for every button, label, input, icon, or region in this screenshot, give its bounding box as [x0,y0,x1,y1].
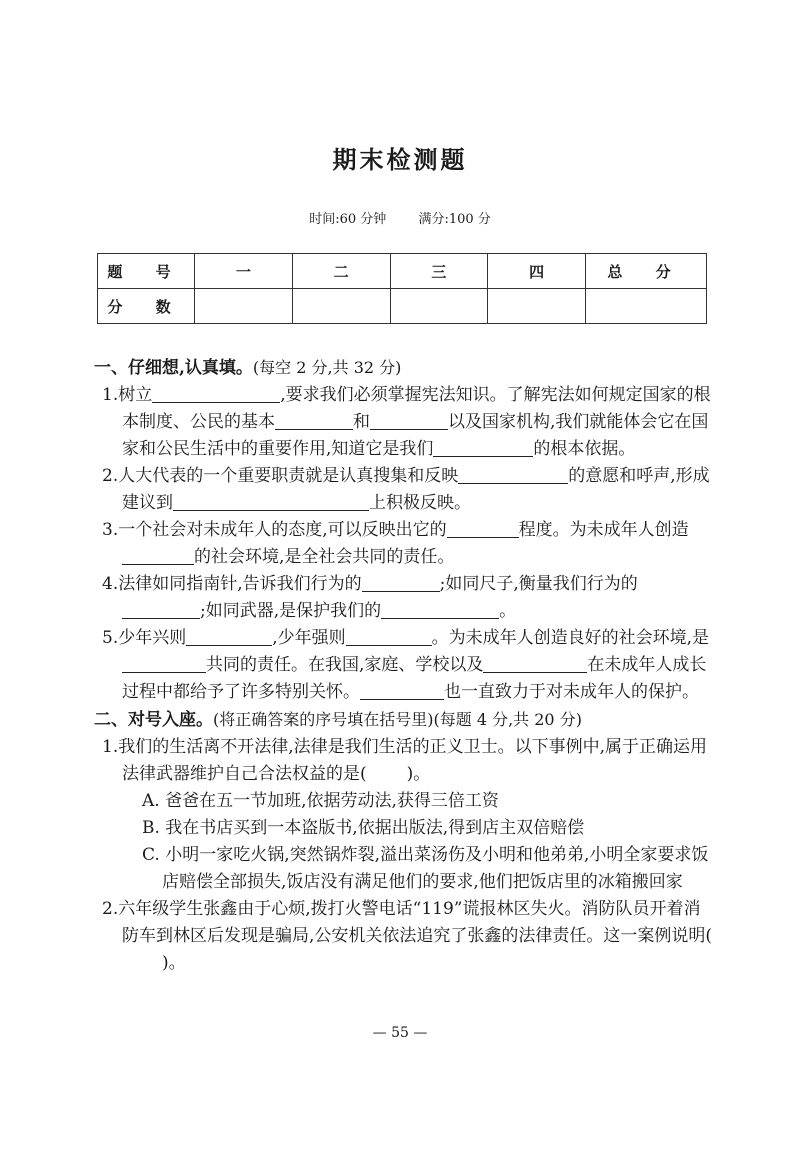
question-number: 1. [102,385,119,405]
score-cell-4[interactable] [488,289,586,324]
question-text: 的根本依据。 [533,439,636,459]
answer-blank[interactable] [483,654,587,673]
page-number: — 55 — [372,1025,428,1041]
section-1-note: (每空 2 分,共 32 分) [252,358,402,377]
answer-blank[interactable] [360,681,444,700]
question-text: 。 [499,601,517,621]
score-cell-total[interactable] [586,289,707,324]
score-cell-2[interactable] [292,289,390,324]
answer-blank[interactable] [447,519,519,538]
section-2-note: (将正确答案的序号填在括号里)(每题 4 分,共 20 分) [213,710,582,729]
question-text: 以及国家机构,我们就能体会它在国家和公民生活中的重要作用,知道它是我们 [122,412,709,459]
score-table-score-row [98,289,707,324]
question-text: 也一直致力于对未成年人的保护。 [444,682,699,702]
option-a[interactable]: A. 爸爸在五一节加班,依据劳动法,获得三倍工资 [142,791,499,811]
time-limit: 时间:60 分钟 [309,212,387,227]
question-text: 树立 [118,385,153,405]
page-title: 期末检测题 [332,145,468,174]
section-2-heading [94,706,714,734]
question-number: 2. [102,899,119,919]
question-text: 上积极反映。 [369,493,471,513]
question-text: ;如同尺子,衡量我们行为的 [439,574,638,594]
header-cell-total: 总 分 [586,254,707,289]
answer-blank[interactable] [186,627,272,646]
question-text: 法律如同指南针,告诉我们行为的 [118,574,362,594]
header-cell-1: 一 [195,254,293,289]
question-1-5 [94,625,714,706]
question-text: 在未成年人成长过程中都给予了许多特别关怀。 [122,655,707,702]
question-text: 少年兴则 [118,628,187,648]
question-text: ;如同武器,是保护我们的 [200,601,382,621]
answer-blank[interactable] [122,654,206,673]
answer-blank[interactable] [122,546,194,565]
exam-meta [0,208,800,227]
question-number: 2. [102,466,119,486]
answer-blank[interactable] [370,411,448,430]
question-text: 共同的责任。在我国,家庭、学校以及 [206,655,484,675]
question-2-2 [94,896,714,977]
answer-blank[interactable] [346,627,432,646]
question-1-1 [94,382,714,463]
question-2-1 [94,734,714,788]
score-row-label: 分 数 [98,289,195,324]
score-cell-1[interactable] [195,289,293,324]
answer-blank[interactable] [458,465,568,484]
score-cell-3[interactable] [390,289,488,324]
option-c[interactable]: C. 小明一家吃火锅,突然锅炸裂,溢出菜汤伤及小明和他弟弟,小明全家要求饭店赔偿全部损失,饭店没有满足他们的要求,他们把饭店里的冰箱搬回家 [142,845,709,892]
option-b[interactable]: B. 我在书店买到一本盗版书,依据出版法,得到店主双倍赔偿 [142,818,585,838]
answer-blank[interactable] [173,492,369,511]
question-text: 我们的生活离不开法律,法律是我们生活的正义卫士。以下事例中,属于正确运用法律武器维护自己合法权益的是( [118,737,708,784]
answer-blank[interactable] [122,600,200,619]
question-text: 。为未成年人创造良好的社会环境,是 [431,628,710,648]
question-number: 5. [102,628,119,648]
answer-blank[interactable] [433,438,533,457]
section-1-heading [94,354,714,382]
answer-blank[interactable] [275,411,353,430]
header-cell-label: 题 号 [98,254,195,289]
question-text: 和 [353,412,370,432]
section-1-title: 一、仔细想,认真填。 [94,358,253,378]
question-number: 3. [102,520,119,540]
question-number: 4. [102,574,119,594]
score-table-header-row [98,254,707,289]
question-1-2 [94,463,714,517]
exam-content [94,354,714,977]
header-cell-2: 二 [292,254,390,289]
question-text: 程度。为未成年人创造 [518,520,689,540]
answer-blank[interactable] [152,384,280,403]
full-score: 满分:100 分 [418,212,491,227]
question-text: 人大代表的一个重要职责就是认真搜集和反映 [118,466,459,486]
question-text: 的意愿和呼声,形成建议到 [122,466,710,513]
header-cell-3: 三 [390,254,488,289]
question-text: )。 [406,764,431,784]
section-2-title: 二、对号入座。 [94,710,213,730]
answer-blank[interactable] [381,600,499,619]
question-1-3 [94,517,714,571]
score-table [97,253,707,324]
question-text: ,要求我们必须掌握宪法知识。了解宪法如何规定国家的根本制度、公民的基本 [122,385,711,432]
question-1-4 [94,571,714,625]
question-text: ,少年强则 [272,628,346,648]
question-text: 的社会环境,是全社会共同的责任。 [194,547,455,567]
header-cell-4: 四 [488,254,586,289]
question-number: 1. [102,737,119,757]
question-text: )。 [162,953,186,973]
answer-blank[interactable] [362,573,440,592]
question-text: 一个社会对未成年人的态度,可以反映出它的 [118,520,447,540]
question-text: 六年级学生张鑫由于心烦,拨打火警电话“119”谎报林区失火。消防队员开着消防车到林区后发现是骗局,公安机关依法追究了张鑫的法律责任。这一案例说明( [118,899,713,946]
